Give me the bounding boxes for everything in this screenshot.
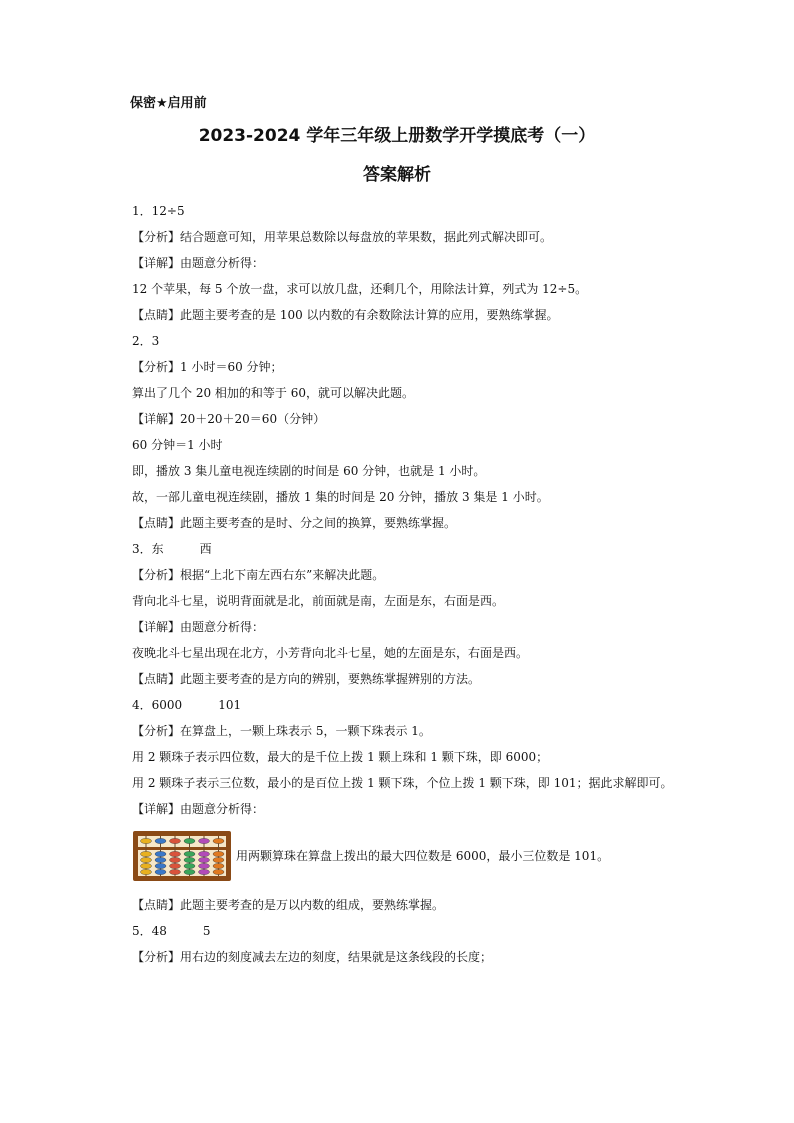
abacus-illustration (132, 830, 232, 882)
q3-analysis-2: 背向北斗七星，说明背面就是北，前面就是南，左面是东，右面是西。 (132, 594, 505, 608)
abacus-bead (213, 863, 224, 868)
abacus-bead (155, 863, 166, 868)
q5-answer-2: 5 (202, 924, 211, 938)
abacus-bead (184, 857, 195, 862)
q3-comment: 【点睛】此题主要考查的是方向的辨别，要熟练掌握辨别的方法。 (132, 672, 481, 686)
q3-answer-2: 西 (199, 542, 212, 556)
q1-detail: 12 个苹果，每 5 个放一盘，求可以放几盘，还剩几个，用除法计算，列式为 12÷5。 (132, 282, 588, 296)
abacus-bead (170, 869, 181, 874)
abacus-bead (155, 851, 166, 856)
q2-analysis: 【分析】1 小时＝60 分钟； (132, 360, 283, 374)
abacus-bead (170, 863, 181, 868)
abacus-bead (199, 851, 210, 856)
abacus-bead (199, 863, 210, 868)
abacus-bead (155, 857, 166, 862)
abacus-bead (170, 851, 181, 856)
document-subtitle: 答案解析 (363, 165, 431, 185)
abacus-bead (213, 857, 224, 862)
q4-analysis-3: 用 2 颗珠子表示三位数，最小的是百位上拨 1 颗下珠，个位上拨 1 颗下珠，即 101；据此求解即可。 (132, 776, 673, 790)
q5-analysis: 【分析】用右边的刻度减去左边的刻度，结果就是这条线段的长度； (132, 950, 493, 964)
abacus-bead (141, 851, 152, 856)
abacus-bead (155, 869, 166, 874)
q4-abacus-row (132, 826, 677, 886)
document-title: 2023-2024 学年三年级上册数学开学摸底考（一） (198, 126, 596, 146)
q2-analysis-2: 算出了几个 20 相加的和等于 60，就可以解决此题。 (132, 386, 414, 400)
q4-analysis: 【分析】在算盘上，一颗上珠表示 5，一颗下珠表示 1。 (132, 724, 431, 738)
q3-detail-head: 【详解】由题意分析得： (132, 620, 265, 634)
abacus-bead (199, 838, 210, 843)
q4-answer-2: 101 (218, 698, 242, 712)
q2-detail-2: 60 分钟＝1 小时 (132, 438, 223, 452)
abacus-bead (213, 869, 224, 874)
q4-comment: 【点睛】此题主要考查的是万以内数的组成，要熟练掌握。 (132, 898, 445, 912)
q2-comment: 【点睛】此题主要考查的是时、分之间的换算，要熟练掌握。 (132, 516, 457, 530)
abacus-bead (141, 869, 152, 874)
abacus-bead (199, 857, 210, 862)
abacus-bead (184, 869, 195, 874)
answer-body (132, 198, 677, 970)
q3-analysis: 【分析】根据“上北下南左西右东”来解决此题。 (132, 568, 385, 582)
q2-detail-3: 即，播放 3 集儿童电视连续剧的时间是 60 分钟，也就是 1 小时。 (132, 464, 486, 478)
q5-answer-1: 5．48 (132, 924, 167, 938)
abacus-bead (213, 838, 224, 843)
abacus-bead (141, 857, 152, 862)
abacus-bead (199, 869, 210, 874)
q2-detail-4: 故，一部儿童电视连续剧，播放 1 集的时间是 20 分钟，播放 3 集是 1 小时。 (132, 490, 549, 504)
q2-detail-1: 【详解】20＋20＋20＝60（分钟） (132, 412, 326, 426)
abacus-bead (170, 838, 181, 843)
q2-answer: 2．3 (132, 334, 160, 348)
q1-detail-head: 【详解】由题意分析得： (132, 256, 265, 270)
q5-answer (132, 918, 677, 944)
q4-detail-head: 【详解】由题意分析得： (132, 802, 265, 816)
abacus-bead (170, 857, 181, 862)
abacus-bead (155, 838, 166, 843)
abacus-bead (184, 863, 195, 868)
q4-answer-1: 4．6000 (132, 698, 183, 712)
q1-comment: 【点睛】此题主要考查的是 100 以内数的有余数除法计算的应用，要熟练掌握。 (132, 308, 559, 322)
q4-detail: 用两颗算珠在算盘上拨出的最大四位数是 6000，最小三位数是 101。 (236, 849, 610, 863)
confidential-label: 保密★启用前 (130, 96, 207, 111)
abacus-bead (213, 851, 224, 856)
q3-detail: 夜晚北斗七星出现在北方，小芳背向北斗七星，她的左面是东，右面是西。 (132, 646, 529, 660)
q1-answer: 1．12÷5 (132, 204, 185, 218)
q3-answer (132, 536, 677, 562)
abacus-bead (141, 838, 152, 843)
abacus-bead (141, 863, 152, 868)
q1-analysis: 【分析】结合题意可知，用苹果总数除以每盘放的苹果数，据此列式解决即可。 (132, 230, 553, 244)
q3-answer-1: 3．东 (132, 542, 164, 556)
abacus-bead (184, 838, 195, 843)
abacus-bead (184, 851, 195, 856)
q4-answer (132, 692, 677, 718)
q4-analysis-2: 用 2 颗珠子表示四位数，最大的是千位上拨 1 颗上珠和 1 颗下珠，即 6000； (132, 750, 549, 764)
